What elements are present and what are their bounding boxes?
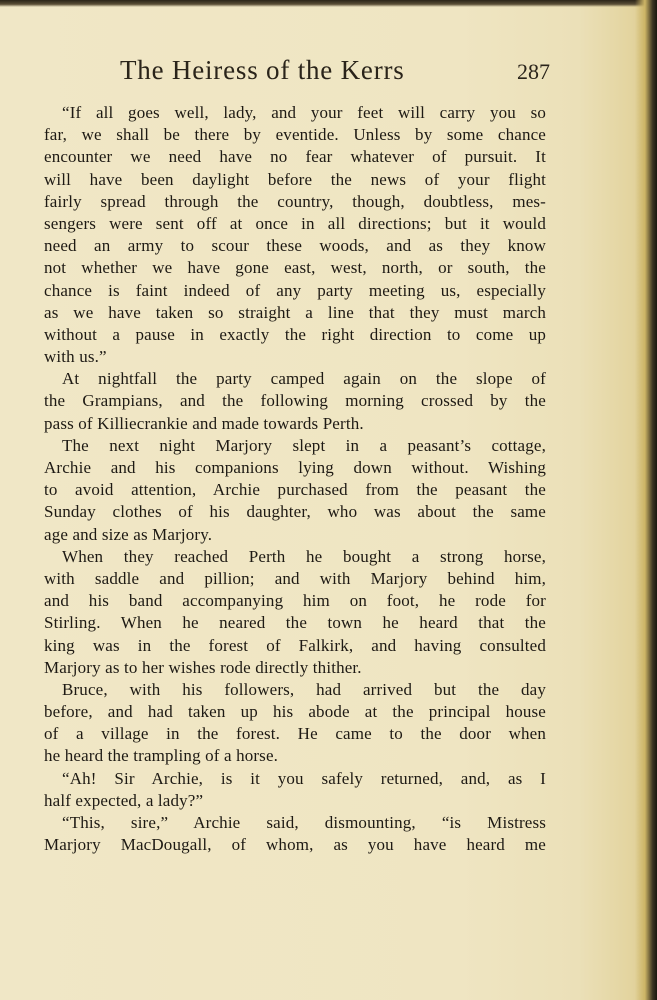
text-line: and his band accompanying him on foot, he rode for [44,591,546,611]
text-line: “Ah! Sir Archie, is it you safely returned, and, as I [62,768,546,788]
text-line: Archie and his companions lying down without. Wishing [44,458,546,477]
text-line: the Grampians, and the following morning crossed by the [44,391,546,411]
text-line: fairly spread through the country, though, doubtless, mes- [44,191,546,211]
text-line: king was in the forest of Falkirk, and having consulted [44,635,546,655]
text-line: sengers were sent off at once in all directions; but it would [44,213,546,233]
text-line: will have been daylight before the news of your flight [44,169,546,189]
page-top-edge [0,0,657,7]
text-line: “This, sire,” Archie said, dismounting, “is Mistress [62,813,546,832]
text-line: without a pause in exactly the right direction to come up [44,324,546,344]
text-line: pass of Killiecrankie and made towards Perth. [44,413,364,433]
text-line: At nightfall the party camped again on the slope of [62,369,546,389]
page-number: 287 [517,59,550,84]
text-line: Bruce, with his followers, had arrived but the day [62,679,546,699]
text-line: half expected, a lady?” [44,790,204,810]
text-line: to avoid attention, Archie purchased from the peasant the [44,480,546,500]
text-line: Marjory as to her wishes rode directly thither. [44,657,362,677]
text-line: of a village in the forest. He came to the door when [44,724,546,744]
running-header [40,55,550,95]
text-line: chance is faint indeed of any party meeting us, especially [44,280,546,300]
body-text [44,102,546,856]
text-line: as we have taken so straight a line that they must march [44,302,546,322]
running-title: The Heiress of the Kerrs [120,55,405,85]
text-line: with us.” [44,347,107,367]
text-line: he heard the trampling of a horse. [44,746,279,766]
text-line: When they reached Perth he bought a strong horse, [62,546,546,566]
text-line: not whether we have gone east, west, north, or south, the [44,258,546,278]
text-line: far, we shall be there by eventide. Unless by some chance [44,125,546,145]
text-line: “If all goes well, lady, and your feet will carry you so [62,103,546,122]
text-line: age and size as Marjory. [44,524,213,544]
page-right-edge-shadow [635,0,657,1000]
text-line: need an army to scour these woods, and as they know [44,236,546,256]
text-line: with saddle and pillion; and with Marjory behind him, [44,568,546,588]
text-line: Stirling. When he neared the town he heard that the [44,613,546,633]
text-line: Sunday clothes of his daughter, who was about the same [44,502,546,522]
text-line: encounter we need have no fear whatever of pursuit. It [44,147,546,167]
text-line: before, and had taken up his abode at the principal house [44,702,546,722]
text-line: Marjory MacDougall, of whom, as you have heard me [44,835,546,855]
text-line: The next night Marjory slept in a peasant’s cottage, [62,435,546,455]
